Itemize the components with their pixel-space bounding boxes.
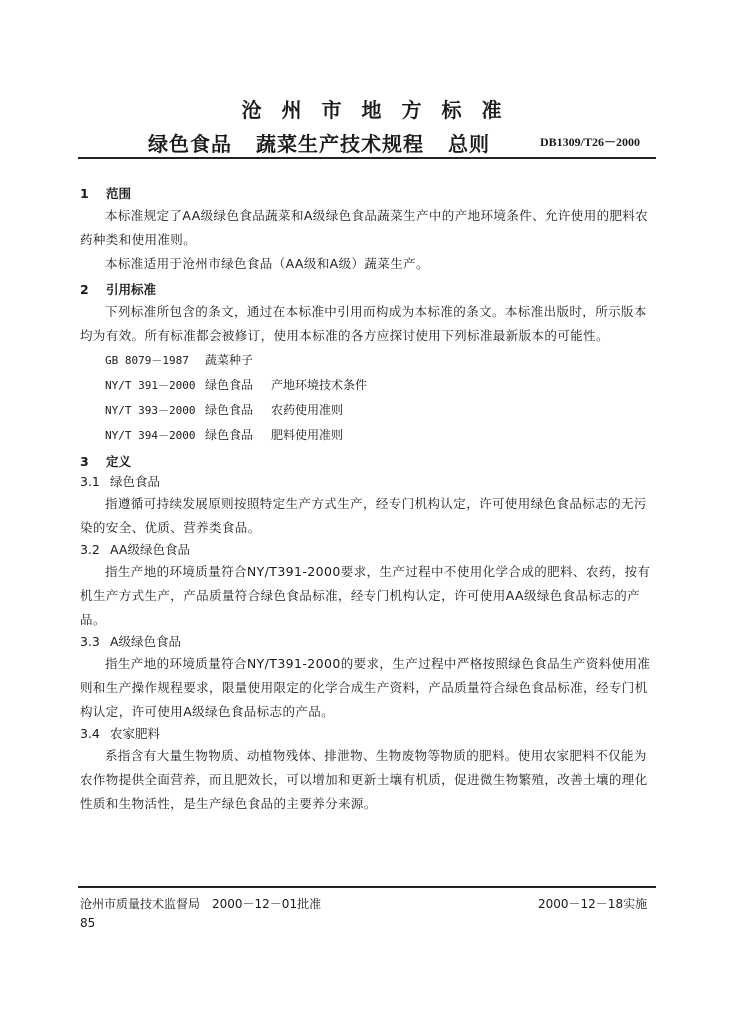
section-title: 引用标准: [106, 282, 157, 297]
title-part-1: 绿色食品: [148, 132, 232, 156]
reference-item: [80, 423, 658, 448]
subsection-title: 农家肥料: [110, 726, 161, 741]
reference-code: NY/T 393－2000: [105, 404, 196, 417]
implementation-date: 2000－12－18实施: [538, 897, 648, 911]
reference-item: [80, 348, 658, 373]
section-heading: [80, 280, 658, 300]
reference-name: 肥料使用准则: [271, 428, 344, 442]
section-number: 2: [80, 282, 89, 297]
reference-category: 蔬菜种子: [205, 353, 254, 367]
document-title: [148, 128, 490, 157]
subsection-heading: [80, 540, 658, 560]
header-divider: [78, 157, 656, 159]
document-number: DB1309/T26－2000: [540, 135, 641, 149]
subsection-title: A级绿色食品: [110, 634, 182, 649]
section-number: 1: [80, 186, 89, 201]
document-body: [80, 182, 658, 816]
paragraph: 本标准适用于沧州市绿色食品（AA级和A级）蔬菜生产。: [105, 256, 429, 271]
section-title: 范围: [106, 186, 132, 201]
subsection-number: 3.4: [80, 726, 100, 741]
reference-category: 绿色食品: [205, 403, 254, 417]
section-heading: [80, 184, 658, 204]
subsection-title: 绿色食品: [110, 474, 161, 489]
section-title: 定义: [106, 454, 132, 469]
reference-name: 产地环境技术条件: [271, 378, 368, 392]
section-number: 3: [80, 454, 89, 469]
subsection-number: 3.1: [80, 474, 100, 489]
reference-item: [80, 373, 658, 398]
subsection-heading: [80, 472, 658, 492]
footer-divider: [78, 886, 656, 888]
paragraph: 下列标准所包含的条文，通过在本标准中引用而构成为本标准的条文。本标准出版时，所示版本均为有效。所有标准都会被修订，使用本标准的各方应探讨使用下列标准最新版本的可能性。: [80, 304, 647, 343]
definition-text: 系指含有大量生物物质、动植物残体、排泄物、生物废物等物质的肥料。使用农家肥料不仅能为农作物提供全面营养，而且肥效长，可以增加和更新土壤有机质，促进微生物繁殖，改善土壤的理化性质和生物活性，是生产绿色食品的主要养分来源。: [80, 748, 648, 811]
reference-code: GB 8079－1987: [105, 354, 189, 367]
approval-line: 沧州市质量技术监督局 2000－12－01批准: [80, 897, 322, 911]
reference-category: 绿色食品: [205, 428, 254, 442]
section-heading: [80, 452, 658, 472]
title-part-3: 总则: [448, 132, 490, 156]
definition-text: 指生产地的环境质量符合NY/T391-2000要求，生产过程中不使用化学合成的肥料、农药，按有机生产方式生产，产品质量符合绿色食品标准，经专门机构认定，许可使用AA级绿色食品标志的产品。: [80, 564, 651, 627]
reference-code: NY/T 394－2000: [105, 429, 196, 442]
reference-category: 绿色食品: [205, 378, 254, 392]
definition-text: 指生产地的环境质量符合NY/T391-2000的要求，生产过程中严格按照绿色食品生产资料使用准则和生产操作规程要求，限量使用限定的化学合成生产资料，产品质量符合绿色食品标准，经专门机构认定，许可使用A级绿色食品标志的产品。: [80, 656, 651, 719]
definition-text: 指遵循可持续发展原则按照特定生产方式生产，经专门机构认定，许可使用绿色食品标志的无污染的安全、优质、营养类食品。: [80, 496, 647, 535]
subsection-heading: [80, 724, 658, 744]
agency-title: 沧州市地方标准: [241, 98, 522, 122]
subsection-title: AA级绿色食品: [110, 542, 190, 557]
title-part-2: 蔬菜生产技术规程: [256, 132, 424, 156]
paragraph: 本标准规定了AA级绿色食品蔬菜和A级绿色食品蔬菜生产中的产地环境条件、允许使用的肥料农药种类和使用准则。: [80, 208, 649, 247]
subsection-heading: [80, 632, 658, 652]
subsection-number: 3.2: [80, 542, 100, 557]
reference-item: [80, 398, 658, 423]
page-number: 85: [80, 916, 96, 930]
subsection-number: 3.3: [80, 634, 100, 649]
reference-name: 农药使用准则: [271, 403, 344, 417]
reference-code: NY/T 391－2000: [105, 379, 196, 392]
